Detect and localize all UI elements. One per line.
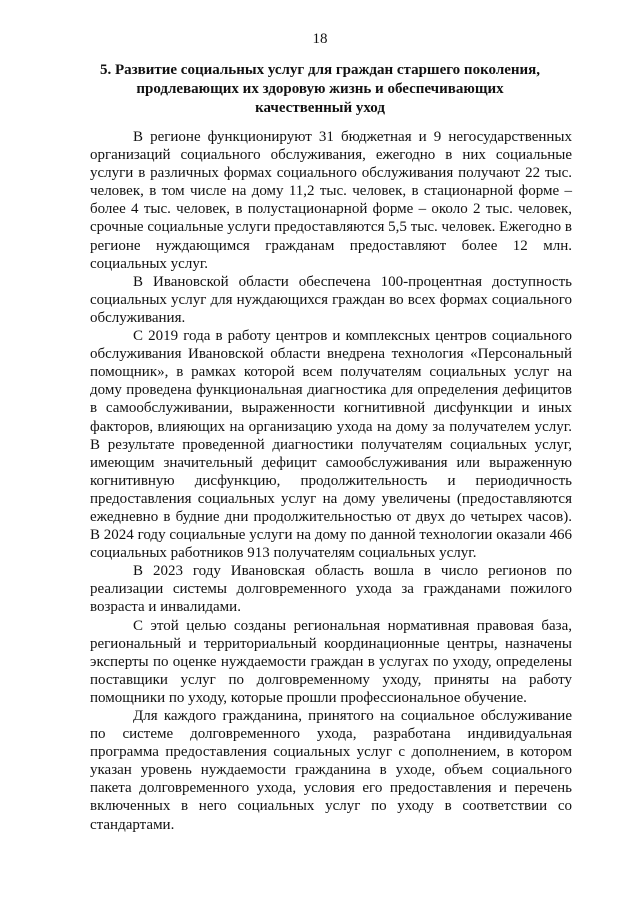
paragraph-accessibility: В Ивановской области обеспечена 100-процентная доступность социальных услуг для нуждающихся граждан во всех формах социального обслуживания. (90, 273, 572, 326)
paragraph-individual-program: Для каждого гражданина, принятого на социальное обслуживание по системе долговременного ухода, разработана индивидуальная программа предоставления социальных услуг с дополнением, в котором указан уровень нуждаемости гражданина в уходе, объем социального пакета долговременного ухода, условия его предоставления и перечень включенных в него социальных услуг по уходу в соответствии со стандартами. (90, 708, 572, 833)
body-text (90, 128, 572, 834)
paragraph-personal-assistant: С 2019 года в работу центров и комплексных центров социального обслуживания Ивановской области внедрена технология «Персональный помощник», в рамках которой всем получателям социальных услуг на дому проведена функциональная диагностика для определения дефицитов в самообслуживании, выраженности когнитивной дисфункции и иных факторов, влияющих на организацию ухода на дому за получателем услуг. В результате проведенной диагностики получателям социальных услуг, имеющим значительный дефицит самообслуживания или выраженную когнитивную дисфункцию, продолжительность и периодичность предоставления социальных услуг на дому увеличены (предоставляются ежедневно в будние дни продолжительностью от двух до четырех часов). В 2024 году социальные услуги на дому по данной технологии оказали 466 социальных работников 913 получателям социальных услуг. (90, 328, 572, 562)
paragraph-long-term-care: В 2023 году Ивановская область вошла в число регионов по реализации системы долговременного ухода за гражданами пожилого возраста и инвалидами. (90, 563, 572, 616)
paragraph-institutions: В регионе функционируют 31 бюджетная и 9 негосударственных организаций социального обслуживания, ежегодно в них социальные услуги в различных формах социального обслуживания получают 22 тыс. человек, в том числе на дому 11,2 тыс. человек, в стационарной форме – более 4 тыс. человек, в полустационарной форме – около 2 тыс. человек, срочные социальные услуги предоставляются 5,5 тыс. человек. Ежегодно в регионе нуждающимся гражданам предоставляют более 12 млн. социальных услуг. (90, 129, 572, 272)
section-heading: 5. Развитие социальных услуг для граждан старшего поколения, продлевающих их здоровую жизнь и обеспечивающих качественный уход (99, 62, 541, 116)
paragraph-coordination-centers: С этой целью созданы региональная нормативная правовая база, региональный и территориальный координационные центры, назначены эксперты по оценке нуждаемости граждан в услугах по уходу, определены поставщики услуг по долговременному уходу, приняты на работу помощники по уходу, которые прошли профессиональное обучение. (90, 617, 572, 706)
page-number: 18 (312, 31, 328, 47)
